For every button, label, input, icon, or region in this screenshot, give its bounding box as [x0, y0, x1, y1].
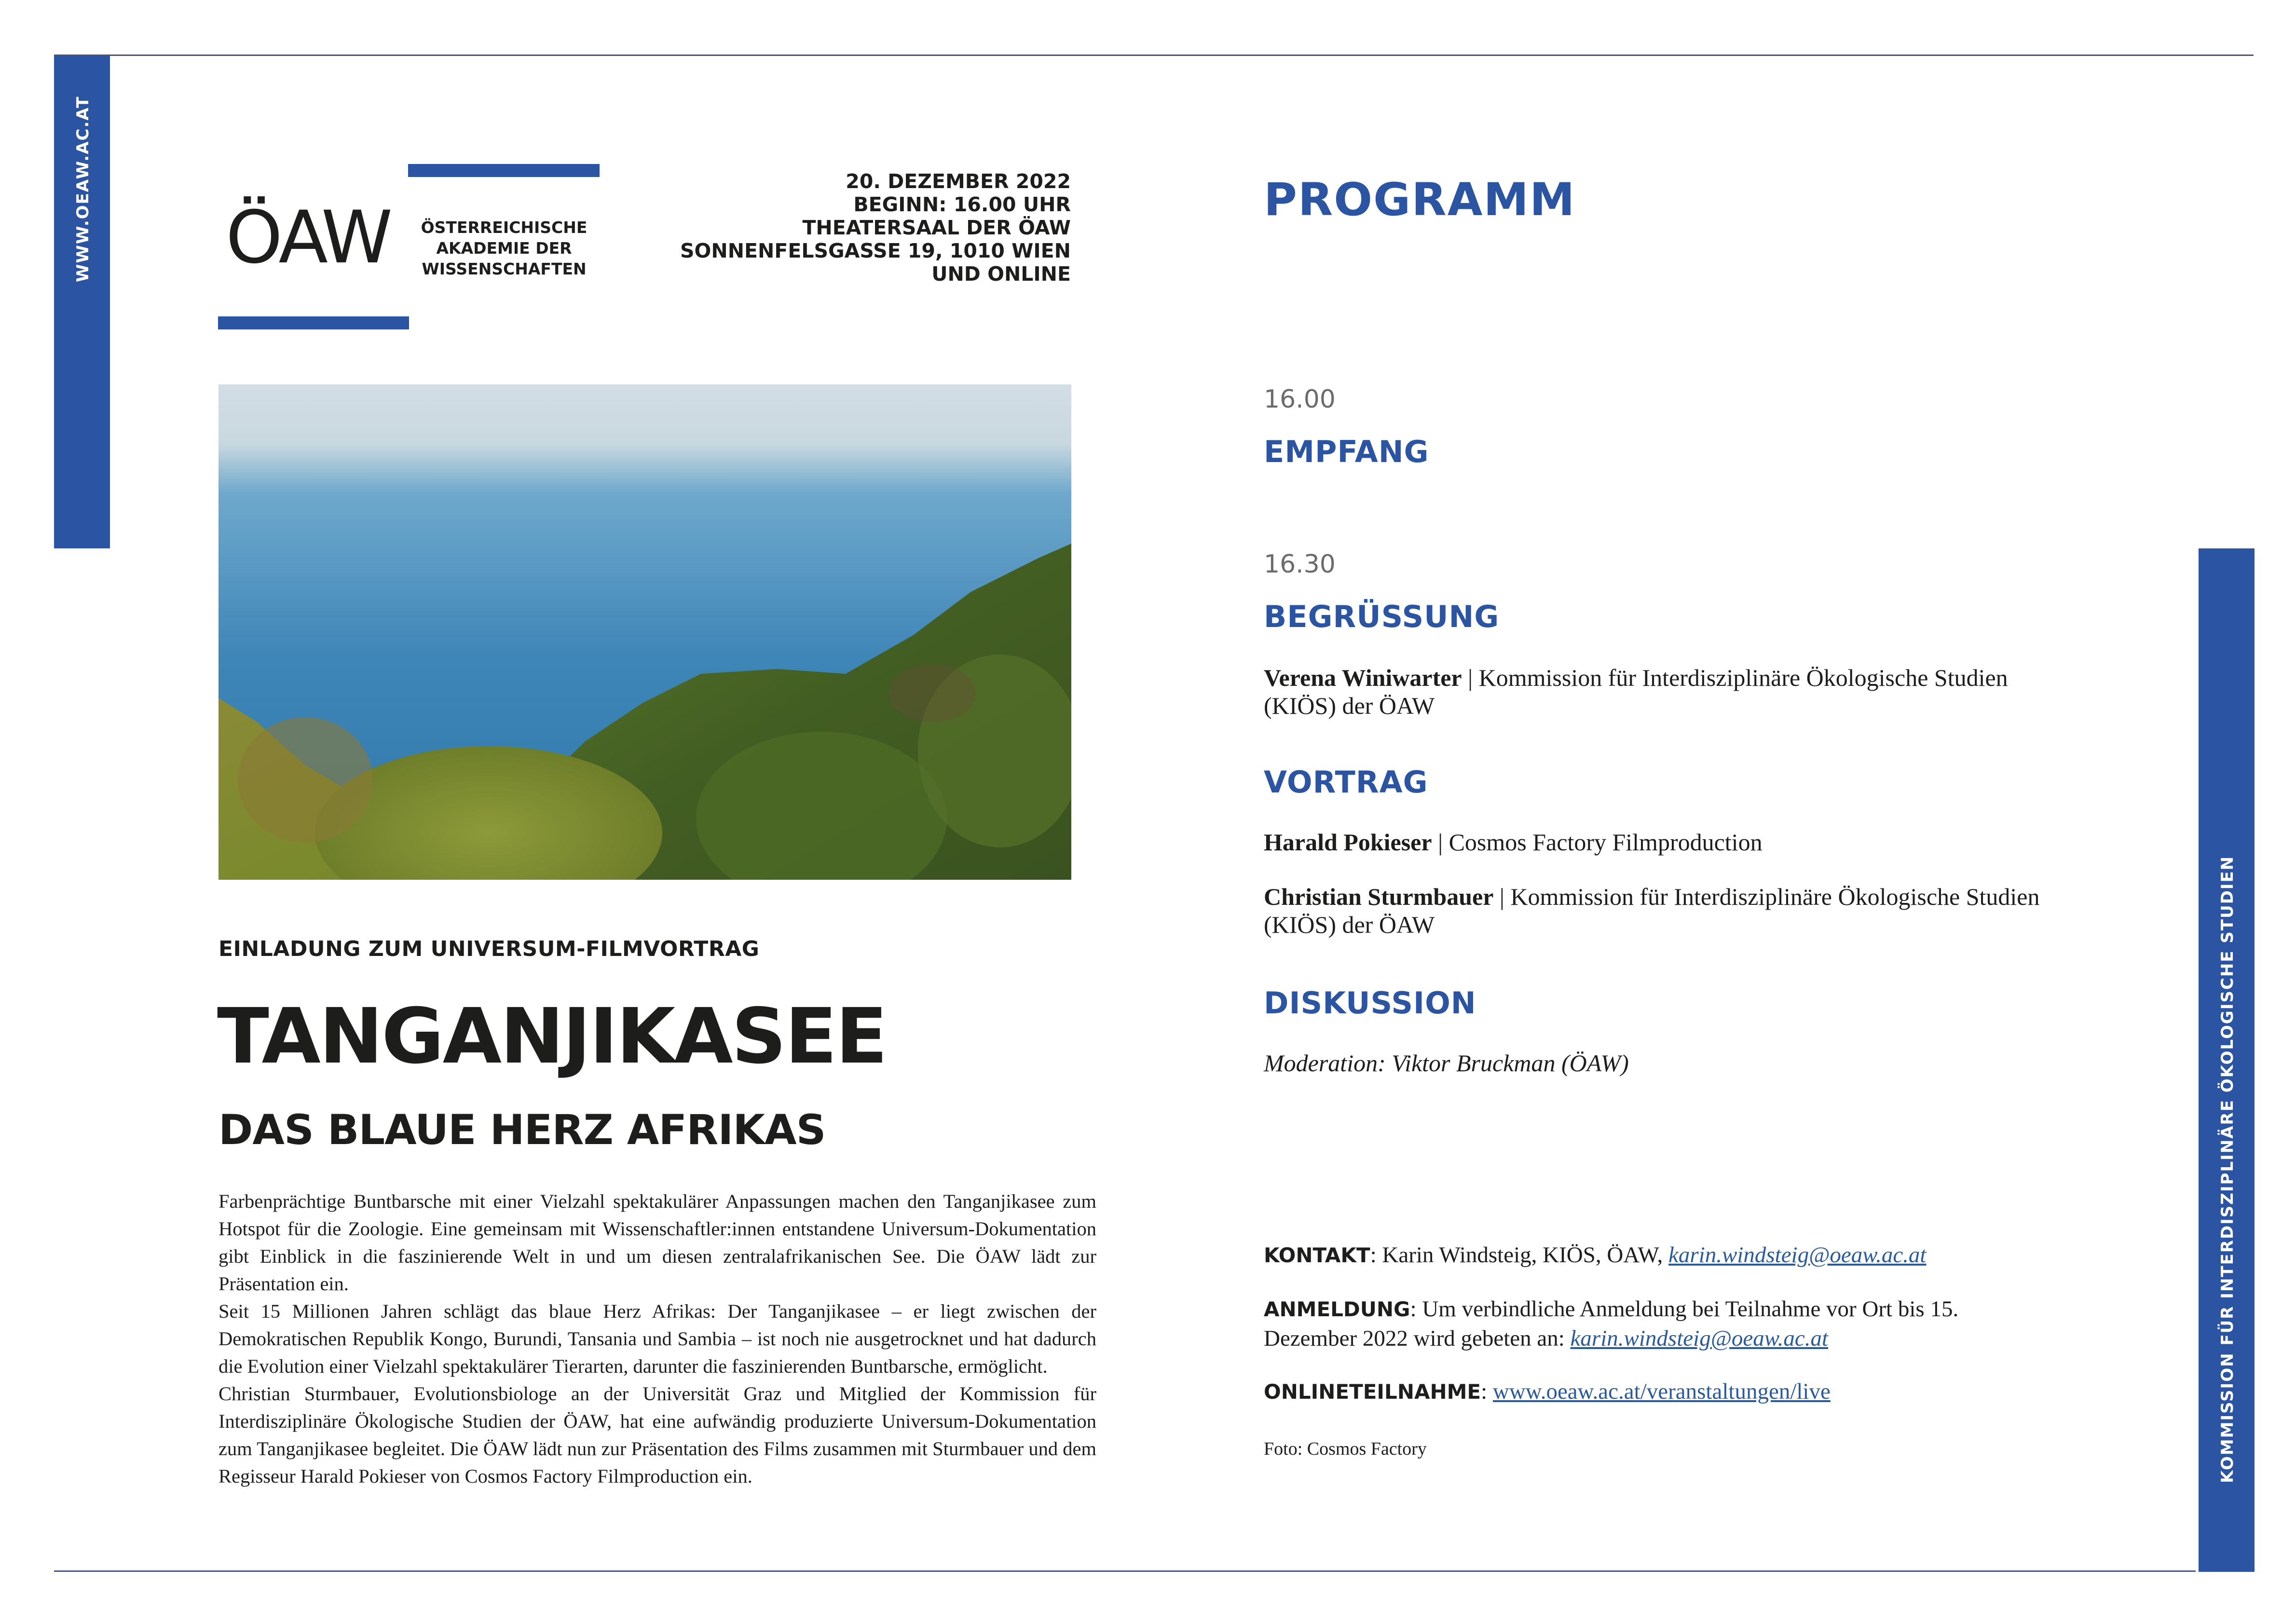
logo-name-line: ÖSTERREICHISCHE [421, 218, 588, 237]
speaker-name: Christian Sturmbauer [1264, 883, 1494, 910]
program-section-diskussion: DISKUSSION [1264, 985, 1476, 1021]
website-vertical-text[interactable]: WWW.OEAW.AC.AT [73, 95, 93, 282]
online-line [1264, 1377, 2084, 1406]
body-paragraph: Seit 15 Millionen Jahren schlägt das blaue Herz Afrikas: Der Tanganjikasee – er liegt zwischen der Demokratischen Republik Kongo, Burundi, Tansania und Sambia – ist noch nie ausgetrocknet und hat dadurch die Evolution einer Vielzahl spektakulärer Tierarten, darunter die faszinierenden Buntbarsche, ermöglicht. [219, 1300, 1096, 1377]
invitation-kicker: EINLADUNG ZUM UNIVERSUM-FILMVORTRAG [219, 937, 760, 961]
invitation-body [219, 1187, 1096, 1490]
top-rule [54, 55, 2254, 56]
event-address: SONNENFELSGASSE 19, 1010 WIEN [680, 239, 1071, 262]
film-title: TANGANJIKASEE [217, 992, 887, 1081]
registration-label: ANMELDUNG [1264, 1297, 1410, 1321]
event-venue: THEATERSAAL DER ÖAW [802, 216, 1071, 239]
event-info [627, 170, 1071, 286]
body-paragraph: Christian Sturmbauer, Evolutionsbiologe an der Universität Graz und Mitglied der Kommission für Interdisziplinäre Ökologische Studien der ÖAW, hat eine aufwändig produzierte Universum-Dokumentation zum Tanganjikasee begleitet. Die ÖAW lädt nun zur Präsentation des Films zusammen mit Sturmbauer und dem Regisseur Harald Pokieser von Cosmos Factory Filmproduction ein. [219, 1383, 1096, 1487]
program-moderation: Moderation: Viktor Bruckman (ÖAW) [1264, 1050, 1629, 1077]
speaker-name: Verena Winiwarter [1264, 664, 1462, 691]
program-section-vortrag: VORTRAG [1264, 764, 1428, 800]
program-section-empfang: EMPFANG [1264, 434, 1429, 469]
contact-label: KONTAKT [1264, 1243, 1370, 1267]
colon: : [1481, 1379, 1488, 1404]
film-subtitle: DAS BLAUE HERZ AFRIKAS [219, 1106, 826, 1154]
contact-email-link[interactable]: karin.windsteig@oeaw.ac.at [1668, 1242, 1927, 1268]
program-speaker [1264, 664, 2084, 720]
photo-foreground-trees [889, 664, 976, 722]
separator: | [1438, 829, 1443, 856]
lake-landscape-photo [219, 384, 1071, 880]
program-time: 16.00 [1264, 385, 1336, 414]
commission-vertical-text: KOMMISSION FÜR INTERDISZIPLINÄRE ÖKOLOGISCHE STUDIEN [2218, 855, 2237, 1483]
oeaw-logo-name [420, 217, 588, 279]
oeaw-logo-mark: ÖAW [226, 196, 390, 280]
separator: | [1468, 664, 1473, 691]
contact-line [1264, 1241, 2084, 1270]
speaker-name: Harald Pokieser [1264, 829, 1432, 856]
photo-foreground-trees [238, 717, 373, 843]
program-section-begruessung: BEGRÜSSUNG [1264, 599, 1500, 634]
program-speaker [1264, 883, 2084, 939]
body-paragraph: Farbenprächtige Buntbarsche mit einer Vielzahl spektakulärer Anpassungen machen den Tanganjikasee zum Hotspot für die Zoologie. Eine gemeinsam mit Wissenschaftler:innen entstandene Universum-Dokumentation gibt Einblick in die faszinierende Welt in und um diesen zentralafrikanischen See. Die ÖAW lädt zur Präsentation ein. [219, 1190, 1096, 1295]
logo-name-line: AKADEMIE DER [436, 239, 572, 258]
colon: : [1370, 1242, 1377, 1268]
contact-text: Karin Windsteig, KIÖS, ÖAW, [1382, 1242, 1663, 1268]
speaker-affiliation: Kommission für Interdisziplinäre Ökologische Studien (KIÖS) der ÖAW [1264, 883, 2040, 938]
logo-bar-bottom [218, 316, 409, 329]
logo-bar-top [408, 164, 600, 177]
registration-text: Um verbindliche Anmeldung bei Teilnahme vor Ort bis 15. Dezember 2022 wird gebeten an: [1264, 1296, 1959, 1351]
registration-line [1264, 1295, 2055, 1353]
separator: | [1499, 883, 1504, 910]
registration-email-link[interactable]: karin.windsteig@oeaw.ac.at [1570, 1326, 1829, 1351]
event-online: UND ONLINE [931, 262, 1071, 286]
logo-name-line: WISSENSCHAFTEN [422, 259, 587, 278]
program-time: 16.30 [1264, 550, 1336, 579]
program-heading: PROGRAMM [1264, 174, 1576, 226]
colon: : [1410, 1296, 1417, 1322]
program-speaker [1264, 828, 2084, 856]
event-date: 20. DEZEMBER 2022 [846, 170, 1071, 193]
photo-credit: Foto: Cosmos Factory [1264, 1439, 1427, 1459]
online-label: ONLINETEILNAHME [1264, 1380, 1481, 1404]
bottom-rule [54, 1570, 2196, 1572]
speaker-affiliation: Kommission für Interdisziplinäre Ökologische Studien (KIÖS) der ÖAW [1264, 664, 2008, 719]
livestream-link[interactable]: www.oeaw.ac.at/veranstaltungen/live [1492, 1379, 1831, 1404]
event-start-time: BEGINN: 16.00 UHR [853, 193, 1071, 216]
speaker-affiliation: Cosmos Factory Filmproduction [1449, 829, 1763, 856]
